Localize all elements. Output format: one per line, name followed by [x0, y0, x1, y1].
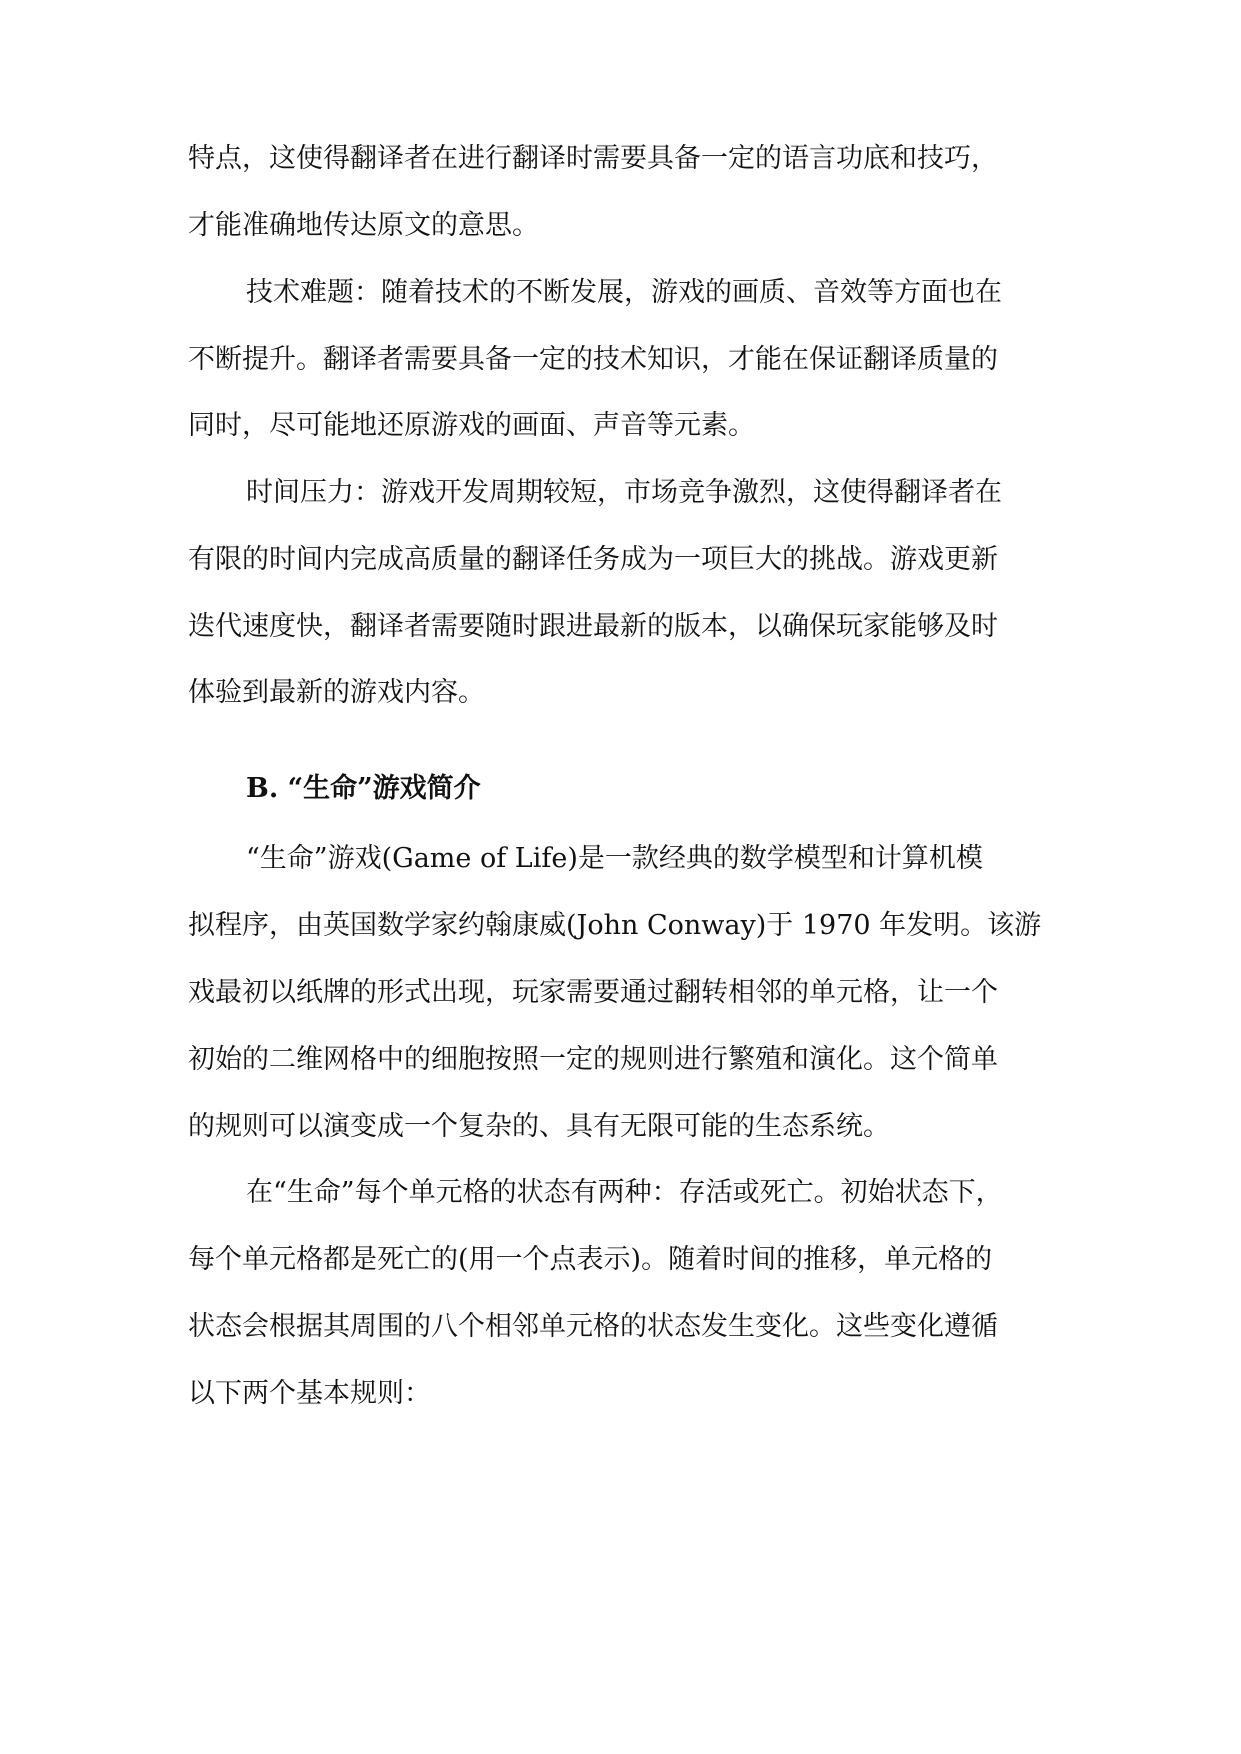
paragraph-line: 初始的二维网格中的细胞按照一定的规则进行繁殖和演化。这个简单: [188, 1044, 998, 1075]
paragraph-line: 状态会根据其周围的八个相邻单元格的状态发生变化。这些变化遵循: [188, 1311, 998, 1342]
paragraph-line: 特点，这使得翻译者在进行翻译时需要具备一定的语言功底和技巧，: [188, 143, 998, 174]
section-heading: B. “生命”游戏简介: [246, 773, 481, 804]
paragraph-line: 拟程序，由英国数学家约翰康威(John Conway)于 1970 年发明。该游: [188, 910, 1042, 941]
paragraph-line: 同时，尽可能地还原游戏的画面、声音等元素。: [188, 410, 755, 441]
paragraph-line: 时间压力：游戏开发周期较短，市场竞争激烈，这使得翻译者在: [246, 477, 1002, 508]
paragraph-line: 的规则可以演变成一个复杂的、具有无限可能的生态系统。: [188, 1111, 890, 1142]
paragraph-line: 在“生命”每个单元格的状态有两种：存活或死亡。初始状态下，: [246, 1177, 1003, 1208]
paragraph-line: “生命”游戏(Game of Life)是一款经典的数学模型和计算机模: [246, 843, 983, 874]
paragraph-line: 戏最初以纸牌的形式出现，玩家需要通过翻转相邻的单元格，让一个: [188, 977, 998, 1008]
paragraph-line: 才能准确地传达原文的意思。: [188, 210, 539, 241]
paragraph-line: 技术难题：随着技术的不断发展，游戏的画质、音效等方面也在: [246, 277, 1002, 308]
paragraph-line: 体验到最新的游戏内容。: [188, 677, 485, 708]
paragraph-line: 以下两个基本规则：: [188, 1378, 431, 1409]
paragraph-line: 每个单元格都是死亡的(用一个点表示)。随着时间的推移，单元格的: [188, 1244, 993, 1275]
paragraph-line: 有限的时间内完成高质量的翻译任务成为一项巨大的挑战。游戏更新: [188, 544, 998, 575]
paragraph-line: 不断提升。翻译者需要具备一定的技术知识，才能在保证翻译质量的: [188, 344, 998, 375]
paragraph-line: 迭代速度快，翻译者需要随时跟进最新的版本，以确保玩家能够及时: [188, 611, 998, 642]
